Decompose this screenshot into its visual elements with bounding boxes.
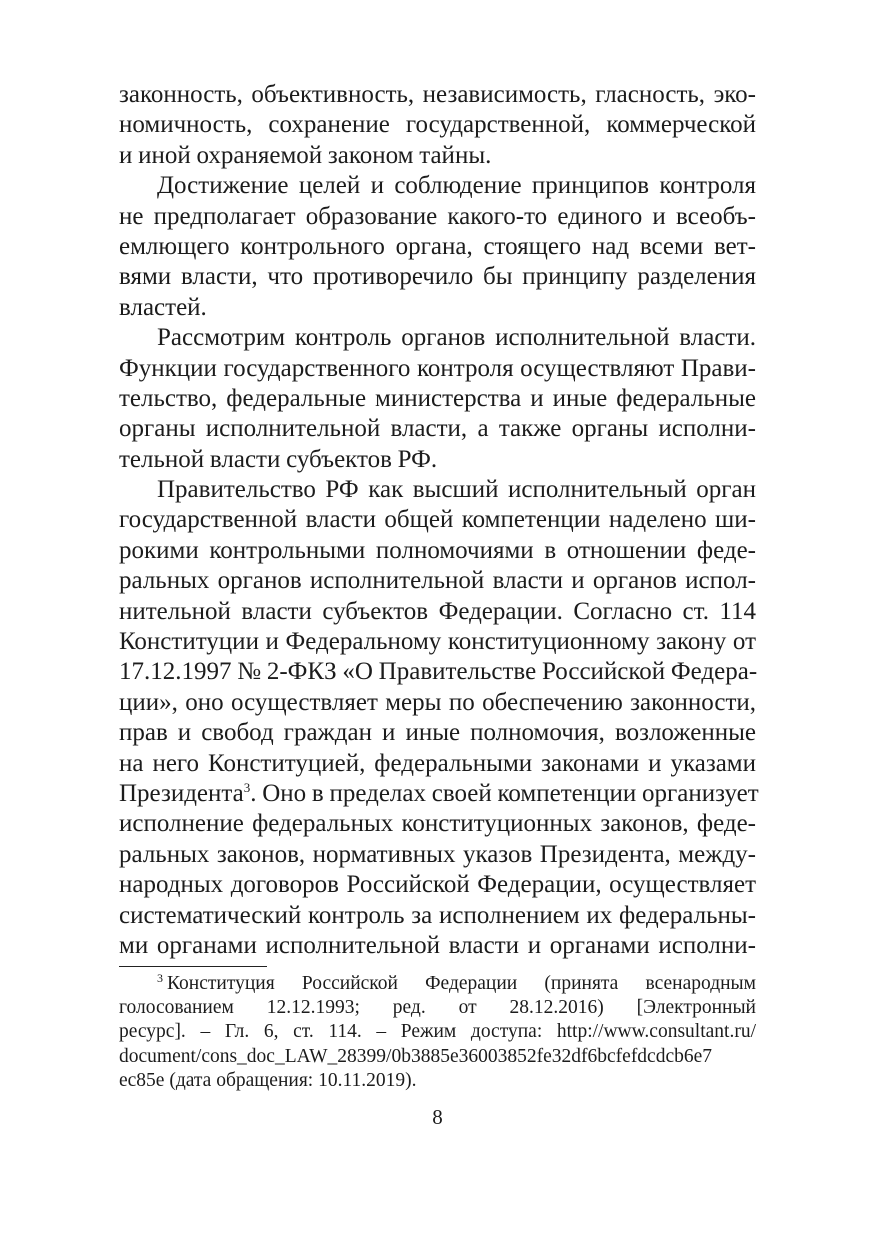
footnote-reference[interactable]: 3	[243, 779, 251, 795]
text-line: государственной власти общей компетенции наделено ши-	[119, 506, 756, 534]
footnote	[119, 972, 756, 1093]
text-line: законность, объективность, независимость, гласность, эко-	[119, 81, 756, 108]
page-number: 8	[432, 1105, 443, 1129]
footnote-line[interactable]: ресурс]. – Гл. 6, ст. 114. – Режим доступа: http://www.consultant.ru/	[119, 1021, 756, 1043]
text-line: номичность, сохранение государственной, коммерческой	[119, 111, 756, 139]
text-line: не предполагает образование какого-то единого и всеобъ-	[119, 202, 756, 230]
footnote-text: Конституция Российской Федерации (принята всенародным	[167, 973, 756, 994]
text-line: вями власти, что противоречило бы принципу разделения	[119, 263, 756, 291]
text-line: Рассмотрим контроль органов исполнительной власти.	[157, 324, 756, 352]
text-line: тельство, федеральные министерства и иные федеральные	[119, 384, 756, 412]
text-line: нительной власти субъектов Федерации. Согласно ст. 114	[119, 597, 756, 625]
text-line: ральных органов исполнительной власти и органов испол-	[119, 567, 756, 595]
text-line: 17.12.1997 № 2-ФКЗ «О Правительстве Российской Федера-	[119, 658, 758, 686]
footnote-line: ec85e (дата обращения: 10.11.2019).	[119, 1069, 417, 1091]
text-line: Функции государственного контроля осуществляют Прави-	[119, 354, 756, 382]
text-line: властей.	[119, 293, 207, 321]
text-line: органы исполнительной власти, а также органы исполни-	[119, 415, 756, 443]
text-line: на него Конституцией, федеральными законами и указами	[119, 749, 756, 777]
text-line: Конституции и Федеральному конституционному закону от	[119, 628, 756, 656]
text-line: прав и свобод граждан и иные полномочия, возложенные	[119, 719, 756, 747]
text-line: тельной власти субъектов РФ.	[119, 445, 438, 473]
text-line: исполнение федеральных конституционных законов, феде-	[119, 810, 756, 838]
text-line: систематический контроль за исполнением их федеральны-	[119, 901, 756, 929]
text-line: народных договоров Российской Федерации, осуществляет	[119, 871, 756, 899]
body-text	[119, 80, 759, 961]
text-line: емлющего контрольного органа, стоящего над всеми вет-	[119, 232, 756, 260]
text-line: ми органами исполнительной власти и органами исполни-	[119, 931, 756, 959]
text-line: рокими контрольными полномочиями в отношении феде-	[119, 536, 756, 564]
text-line: ральных законов, нормативных указов Президента, между-	[119, 840, 756, 868]
text-line: и иной охраняемой законом тайны.	[119, 141, 492, 169]
text-fragment: . Оно в пределах своей компетенции организует	[250, 779, 759, 807]
footnote-line[interactable]: document/cons_doc_LAW_28399/0b3885e36003852fe32df6bcfefdcdcb6e7	[119, 1045, 713, 1067]
text-line-with-footnote-ref	[119, 779, 759, 809]
text-line: Достижение целей и соблюдение принципов контроля	[157, 172, 756, 200]
footnote-marker: 3	[157, 971, 163, 985]
footnote-line	[119, 972, 756, 996]
text-fragment: Президента	[119, 779, 244, 807]
text-line: ции», оно осуществляет меры по обеспечению законности,	[119, 688, 756, 716]
footnote-line: голосованием 12.12.1993; ред. от 28.12.2016) [Электронный	[119, 997, 756, 1019]
footnote-divider	[119, 966, 267, 967]
text-line: Правительство РФ как высший исполнительный орган	[157, 476, 756, 504]
